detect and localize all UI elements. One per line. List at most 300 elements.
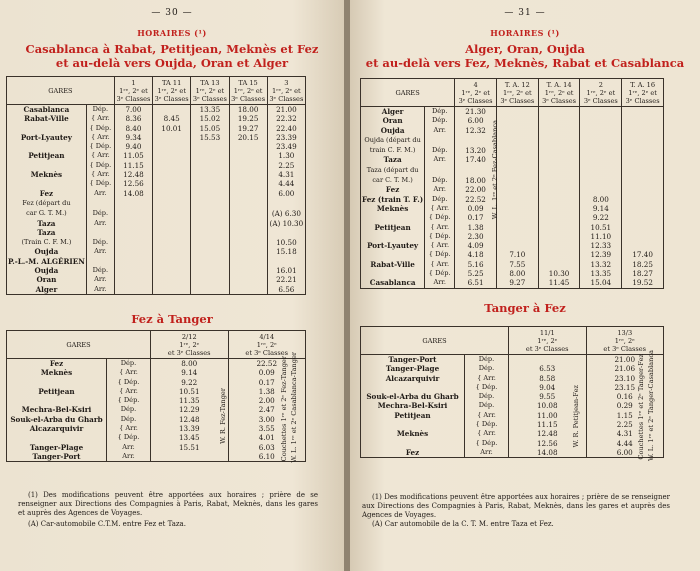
station-name xyxy=(361,439,465,448)
time-cell: 2.30 xyxy=(455,232,497,241)
station-name xyxy=(361,232,425,241)
time-cell xyxy=(496,241,538,250)
arr-dep-label: Dép. xyxy=(465,364,509,373)
table-row xyxy=(361,429,664,438)
time-cell xyxy=(191,161,229,170)
time-cell xyxy=(496,213,538,222)
station-name xyxy=(361,250,425,259)
table-row xyxy=(7,219,306,228)
station-name: car G. T. M.) xyxy=(7,208,87,218)
arr-dep-label: Dép. xyxy=(86,266,114,275)
time-cell xyxy=(496,195,538,204)
arr-dep-label: { Arr. xyxy=(425,204,455,213)
time-cell: 2.25 xyxy=(267,161,305,170)
table-row xyxy=(7,170,306,179)
arr-dep-label: { Dép. xyxy=(465,383,509,392)
table-row xyxy=(361,155,664,164)
time-cell xyxy=(153,189,191,198)
time-cell: 14.08 xyxy=(509,448,587,458)
arr-dep-label: Arr. xyxy=(425,126,455,135)
time-cell xyxy=(229,228,267,237)
timetable-tanger-fez xyxy=(360,326,664,458)
column-header-train: TA 15 1ʳᵉ, 2ᵉ et 3ᵉ Classes xyxy=(229,77,267,105)
arr-dep-label: Dép. xyxy=(465,355,509,365)
table-row xyxy=(7,161,306,170)
time-cell xyxy=(580,185,622,194)
table-row xyxy=(361,355,664,365)
arr-dep-label: { Dép. xyxy=(107,396,151,405)
table-row xyxy=(7,415,306,424)
time-cell xyxy=(267,198,305,208)
column-header-gares: GARES xyxy=(7,331,151,359)
table-row xyxy=(361,126,664,135)
time-cell: 6.10 xyxy=(228,452,306,462)
station-name: Fez (train T. F.) xyxy=(362,194,424,204)
time-cell: 10.08 xyxy=(509,401,587,410)
time-cell: 5.16 xyxy=(455,260,497,269)
vertical-note: W. L. 1ʳᵉ et 2ᵉ Fez-Casablanca xyxy=(491,120,499,220)
time-cell xyxy=(229,179,267,188)
table-row xyxy=(7,208,306,218)
arr-dep-label: Dép. xyxy=(86,208,114,218)
arr-dep-label: Dép. xyxy=(425,116,455,125)
time-cell xyxy=(229,142,267,151)
station-name xyxy=(7,124,87,133)
time-cell: 6.00 xyxy=(455,116,497,125)
table-row xyxy=(361,392,664,401)
column-header-train: 11/1 1ʳᵉ, 2ᵉ et 3ᵉ Classes xyxy=(509,327,587,355)
column-header-train: 3 1ʳᵉ, 2ᵉ et 3ᵉ Classes xyxy=(267,77,305,105)
time-cell xyxy=(191,208,229,218)
time-cell: 9.04 xyxy=(509,383,587,392)
time-cell: 10.50 xyxy=(267,237,305,247)
table-row xyxy=(361,401,664,410)
arr-dep-label: { Dép. xyxy=(86,142,114,151)
time-cell: 1.30 xyxy=(267,151,305,160)
time-cell xyxy=(538,213,580,222)
time-cell xyxy=(580,155,622,164)
station-name: Port-Lyautey xyxy=(361,241,425,250)
arr-dep-label: { Arr. xyxy=(86,151,114,160)
time-cell: 4.44 xyxy=(586,439,664,448)
time-cell: 22.52 xyxy=(228,359,306,369)
time-cell: 8.40 xyxy=(114,124,152,133)
table-row xyxy=(361,185,664,194)
station-name: Meknès xyxy=(7,170,87,179)
column-header-train: T. A. 12 1ʳᵉ, 2ᵉ et 3ᵉ Classes xyxy=(496,79,538,107)
time-cell: 18.00 xyxy=(229,105,267,115)
time-cell xyxy=(191,198,229,208)
time-cell: 12.33 xyxy=(580,241,622,250)
station-name: Rabat-Ville xyxy=(361,260,425,269)
table-row xyxy=(361,250,664,259)
station-name: Petitjean xyxy=(7,151,87,160)
time-cell: 13.20 xyxy=(455,145,497,155)
time-cell xyxy=(153,161,191,170)
time-cell: 3.55 xyxy=(228,424,306,433)
table-row xyxy=(361,278,664,288)
time-cell: 6.00 xyxy=(267,189,305,198)
time-cell: 2.00 xyxy=(228,396,306,405)
route-title-line: et au-delà vers Oujda, Oran et Alger xyxy=(55,56,289,70)
time-cell xyxy=(191,247,229,256)
vertical-note: W. R. Fez-Tanger xyxy=(219,388,227,444)
time-cell xyxy=(622,204,664,213)
column-header-train: T. A. 16 1ʳᵉ, 2ᵉ et 3ᵉ Classes xyxy=(622,79,664,107)
time-cell xyxy=(538,135,580,145)
time-cell: 12.56 xyxy=(509,439,587,448)
time-cell xyxy=(496,185,538,194)
time-cell: 9.14 xyxy=(580,204,622,213)
time-cell xyxy=(229,237,267,247)
time-cell xyxy=(622,241,664,250)
time-cell xyxy=(538,260,580,269)
time-cell: 9.34 xyxy=(114,133,152,142)
arr-dep-label: Arr. xyxy=(86,285,114,295)
time-cell xyxy=(153,228,191,237)
station-name: Fez xyxy=(361,448,465,458)
time-cell: 12.32 xyxy=(455,126,497,135)
time-cell xyxy=(496,145,538,155)
time-cell: 6.53 xyxy=(509,364,587,373)
time-cell xyxy=(496,175,538,185)
table-row xyxy=(361,448,664,458)
time-cell: 9.27 xyxy=(496,278,538,288)
time-cell xyxy=(538,204,580,213)
time-cell: 12.48 xyxy=(151,415,229,424)
time-cell: (A) 6.30 xyxy=(267,208,305,218)
table-row xyxy=(7,285,306,295)
time-cell: 7.00 xyxy=(114,105,152,115)
table-row xyxy=(7,179,306,188)
route-title xyxy=(350,42,700,70)
time-cell: 12.48 xyxy=(114,170,152,179)
station-name: Oujda (départ du xyxy=(361,135,425,145)
time-cell: 13.35 xyxy=(580,269,622,278)
arr-dep-label xyxy=(425,165,455,175)
table-row xyxy=(361,383,664,392)
time-cell: 22.52 xyxy=(455,195,497,204)
vertical-note: W. L. 1ʳᵉ et 2ᵉ Tanger-Casablanca xyxy=(647,350,655,462)
column-header-train: 2/12 1ʳᵉ, 2ᵉ et 3ᵉ Classes xyxy=(151,331,229,359)
station-name xyxy=(361,269,425,278)
table-row xyxy=(361,165,664,175)
time-cell: 23.39 xyxy=(267,133,305,142)
time-cell: 6.51 xyxy=(455,278,497,288)
station-name: Petitjean xyxy=(361,411,465,420)
arr-dep-label: { Arr. xyxy=(107,387,151,396)
arr-dep-label: { Arr. xyxy=(86,114,114,123)
time-cell: 11.15 xyxy=(114,161,152,170)
time-cell xyxy=(538,155,580,164)
time-cell xyxy=(191,275,229,284)
time-cell xyxy=(496,204,538,213)
time-cell xyxy=(153,285,191,295)
station-name: Mechra-Bel-Ksiri xyxy=(361,401,465,410)
table-row xyxy=(361,364,664,373)
arr-dep-label: Dép. xyxy=(86,237,114,247)
table-row xyxy=(7,105,306,115)
table-row xyxy=(361,135,664,145)
route-title-line: Alger, Oran, Oujda xyxy=(465,42,585,56)
arr-dep-label: { Dép. xyxy=(425,232,455,241)
horaires-heading: HORAIRES (¹) xyxy=(490,28,560,38)
arr-dep-label: { Arr. xyxy=(465,374,509,383)
vertical-note: W. L. 1ʳᵉ et 2ᵉ Casablanca-Tanger xyxy=(290,352,298,463)
table-row xyxy=(361,241,664,250)
time-cell: 15.18 xyxy=(267,247,305,256)
time-cell: 13.45 xyxy=(151,433,229,442)
time-cell: 0.16 xyxy=(586,392,664,401)
time-cell: 8.58 xyxy=(509,374,587,383)
time-cell xyxy=(580,145,622,155)
time-cell: 1.15 xyxy=(586,411,664,420)
time-cell: 11.10 xyxy=(580,232,622,241)
station-name: Oujda xyxy=(7,266,87,275)
time-cell xyxy=(229,285,267,295)
arr-dep-label: { Arr. xyxy=(425,260,455,269)
time-cell xyxy=(153,105,191,115)
time-cell xyxy=(114,228,152,237)
arr-dep-label: Arr. xyxy=(86,219,114,228)
time-cell: 13.35 xyxy=(191,105,229,115)
column-header-train: 2 1ʳᵉ, 2ᵉ et 3ᵉ Classes xyxy=(580,79,622,107)
arr-dep-label: { Dép. xyxy=(425,269,455,278)
station-name: (Train C. F. M.) xyxy=(7,237,87,247)
station-name: Meknès xyxy=(361,204,425,213)
time-cell xyxy=(538,175,580,185)
arr-dep-label: Dép. xyxy=(465,401,509,410)
time-cell: 21.00 xyxy=(267,105,305,115)
table-row xyxy=(7,433,306,442)
arr-dep-label: Dép. xyxy=(425,175,455,185)
table-row xyxy=(7,257,306,266)
time-cell: 8.45 xyxy=(153,114,191,123)
page-number: — 30 — xyxy=(151,8,193,18)
column-header-train: 4 1ʳᵉ, 2ᵉ et 3ᵉ Classes xyxy=(455,79,497,107)
time-cell: 13.39 xyxy=(151,424,229,433)
arr-dep-label: Dép. xyxy=(107,415,151,424)
time-cell xyxy=(622,213,664,222)
table-row xyxy=(7,228,306,237)
arr-dep-label: Arr. xyxy=(465,448,509,458)
time-cell xyxy=(622,126,664,135)
time-cell xyxy=(191,151,229,160)
arr-dep-label xyxy=(86,257,114,266)
time-cell: 22.00 xyxy=(455,185,497,194)
time-cell: 12.56 xyxy=(114,179,152,188)
time-cell: 21.00 xyxy=(586,355,664,365)
time-cell: 23.15 xyxy=(586,383,664,392)
arr-dep-label: Dép. xyxy=(107,359,151,369)
time-cell xyxy=(538,116,580,125)
table-row xyxy=(361,213,664,222)
time-cell: 14.08 xyxy=(114,189,152,198)
time-cell xyxy=(153,219,191,228)
time-cell: 17.40 xyxy=(455,155,497,164)
timetable-alger-casablanca xyxy=(360,78,664,289)
time-cell: 16.01 xyxy=(267,266,305,275)
station-name xyxy=(361,213,425,222)
time-cell: 18.27 xyxy=(622,269,664,278)
time-cell: 15.02 xyxy=(191,114,229,123)
time-cell: 23.49 xyxy=(267,142,305,151)
station-name xyxy=(7,378,107,387)
time-cell: 21.30 xyxy=(455,107,497,117)
time-cell xyxy=(114,257,152,266)
station-name: Taza (départ du xyxy=(361,165,425,175)
arr-dep-label: Arr. xyxy=(425,155,455,164)
station-name: Alcazarquivir xyxy=(361,374,465,383)
time-cell xyxy=(191,228,229,237)
station-name: Fez xyxy=(7,189,87,198)
left-page xyxy=(0,0,344,571)
time-cell xyxy=(496,126,538,135)
time-cell xyxy=(229,170,267,179)
time-cell: 19.25 xyxy=(229,114,267,123)
station-name: Taza xyxy=(7,219,87,228)
time-cell: 8.00 xyxy=(496,269,538,278)
arr-dep-label: { Arr. xyxy=(86,133,114,142)
arr-dep-label: { Dép. xyxy=(107,378,151,387)
time-cell: 15.53 xyxy=(191,133,229,142)
page-number: — 31 — xyxy=(504,8,546,18)
time-cell xyxy=(229,208,267,218)
station-name: Taza xyxy=(361,155,425,164)
time-cell xyxy=(580,107,622,117)
time-cell xyxy=(580,165,622,175)
station-name: Meknès xyxy=(7,368,107,377)
time-cell: 4.44 xyxy=(267,179,305,188)
time-cell xyxy=(153,266,191,275)
time-cell: 9.22 xyxy=(151,378,229,387)
time-cell xyxy=(114,266,152,275)
station-name: car C. T. M.) xyxy=(361,175,425,185)
time-cell: 8.36 xyxy=(114,114,152,123)
time-cell: 1.38 xyxy=(228,387,306,396)
table-row xyxy=(7,452,306,462)
footnote: (A) Car-automobile C.T.M. entre Fez et Taza. xyxy=(28,520,186,528)
time-cell xyxy=(538,126,580,135)
time-cell xyxy=(153,247,191,256)
station-name: Casablanca xyxy=(361,278,425,288)
column-header-train: TA 11 1ʳᵉ, 2ᵉ et 3ᵉ Classes xyxy=(153,77,191,105)
route-title-2: Fez à Tanger xyxy=(131,312,213,326)
time-cell xyxy=(496,107,538,117)
station-name: Souk-el-Arba du Gharb xyxy=(7,415,107,424)
arr-dep-label: { Dép. xyxy=(425,213,455,222)
time-cell: 9.22 xyxy=(580,213,622,222)
time-cell xyxy=(538,232,580,241)
time-cell: 10.01 xyxy=(153,124,191,133)
time-cell xyxy=(114,237,152,247)
station-name xyxy=(7,142,87,151)
time-cell xyxy=(229,275,267,284)
time-cell: 21.06 xyxy=(586,364,664,373)
table-row xyxy=(7,359,306,369)
column-header-gares: GARES xyxy=(361,327,509,355)
time-cell xyxy=(496,223,538,232)
time-cell xyxy=(509,355,587,365)
time-cell xyxy=(229,257,267,266)
time-cell xyxy=(580,135,622,145)
time-cell xyxy=(153,179,191,188)
arr-dep-label: { Arr. xyxy=(425,223,455,232)
column-header-train: TA 13 1ʳᵉ, 2ᵉ et 3ᵉ Classes xyxy=(191,77,229,105)
table-row xyxy=(7,368,306,377)
time-cell xyxy=(622,116,664,125)
time-cell: 2.25 xyxy=(586,420,664,429)
time-cell xyxy=(191,142,229,151)
arr-dep-label: Dép. xyxy=(465,392,509,401)
time-cell xyxy=(191,257,229,266)
station-name xyxy=(7,161,87,170)
time-cell xyxy=(229,161,267,170)
route-title xyxy=(0,42,344,70)
table-row xyxy=(361,439,664,448)
time-cell xyxy=(191,266,229,275)
arr-dep-label xyxy=(86,228,114,237)
arr-dep-label: { Arr. xyxy=(107,424,151,433)
route-title-line: et au-delà vers Fez, Meknès, Rabat et Casablanca xyxy=(365,56,685,70)
time-cell: 10.51 xyxy=(580,223,622,232)
time-cell xyxy=(153,142,191,151)
time-cell xyxy=(191,285,229,295)
time-cell xyxy=(229,219,267,228)
arr-dep-label: Arr. xyxy=(86,275,114,284)
time-cell: 20.15 xyxy=(229,133,267,142)
time-cell: 15.04 xyxy=(580,278,622,288)
station-name: Tanger-Port xyxy=(7,452,107,462)
arr-dep-label: { Arr. xyxy=(425,241,455,250)
arr-dep-label: { Arr. xyxy=(465,411,509,420)
time-cell: 15.05 xyxy=(191,124,229,133)
time-cell: 19.52 xyxy=(622,278,664,288)
time-cell: 4.09 xyxy=(455,241,497,250)
time-cell xyxy=(229,151,267,160)
station-name: Port-Lyautey xyxy=(7,133,87,142)
time-cell: 8.00 xyxy=(580,195,622,204)
time-cell xyxy=(114,198,152,208)
column-header-train: T. A. 14 1ʳᵉ, 2ᵉ et 3ᵉ Classes xyxy=(538,79,580,107)
time-cell xyxy=(153,275,191,284)
table-row xyxy=(7,275,306,284)
column-header-train: 13/3 1ʳᵉ, 2ᵉ et 3ᵉ Classes xyxy=(586,327,664,355)
time-cell xyxy=(267,228,305,237)
time-cell xyxy=(622,232,664,241)
table-row xyxy=(7,266,306,275)
time-cell: 23.10 xyxy=(586,374,664,383)
time-cell xyxy=(538,165,580,175)
arr-dep-label: { Dép. xyxy=(465,420,509,429)
station-name: train C. F. M.) xyxy=(361,145,425,155)
time-cell: 0.09 xyxy=(228,368,306,377)
station-name: Souk-el-Arba du Gharb xyxy=(361,392,465,401)
time-cell: 9.55 xyxy=(509,392,587,401)
table-row xyxy=(361,107,664,117)
time-cell xyxy=(622,135,664,145)
station-name: Fez xyxy=(361,185,425,194)
table-row xyxy=(7,133,306,142)
station-name: Oujda xyxy=(361,126,425,135)
arr-dep-label: Arr. xyxy=(425,185,455,194)
arr-dep-label: { Arr. xyxy=(86,170,114,179)
time-cell: 0.09 xyxy=(455,204,497,213)
column-header-train: 1 1ʳᵉ, 2ᵉ et 3ᵉ Classes xyxy=(114,77,152,105)
time-cell: 18.00 xyxy=(455,175,497,185)
table-row xyxy=(7,237,306,247)
time-cell: 7.55 xyxy=(496,260,538,269)
